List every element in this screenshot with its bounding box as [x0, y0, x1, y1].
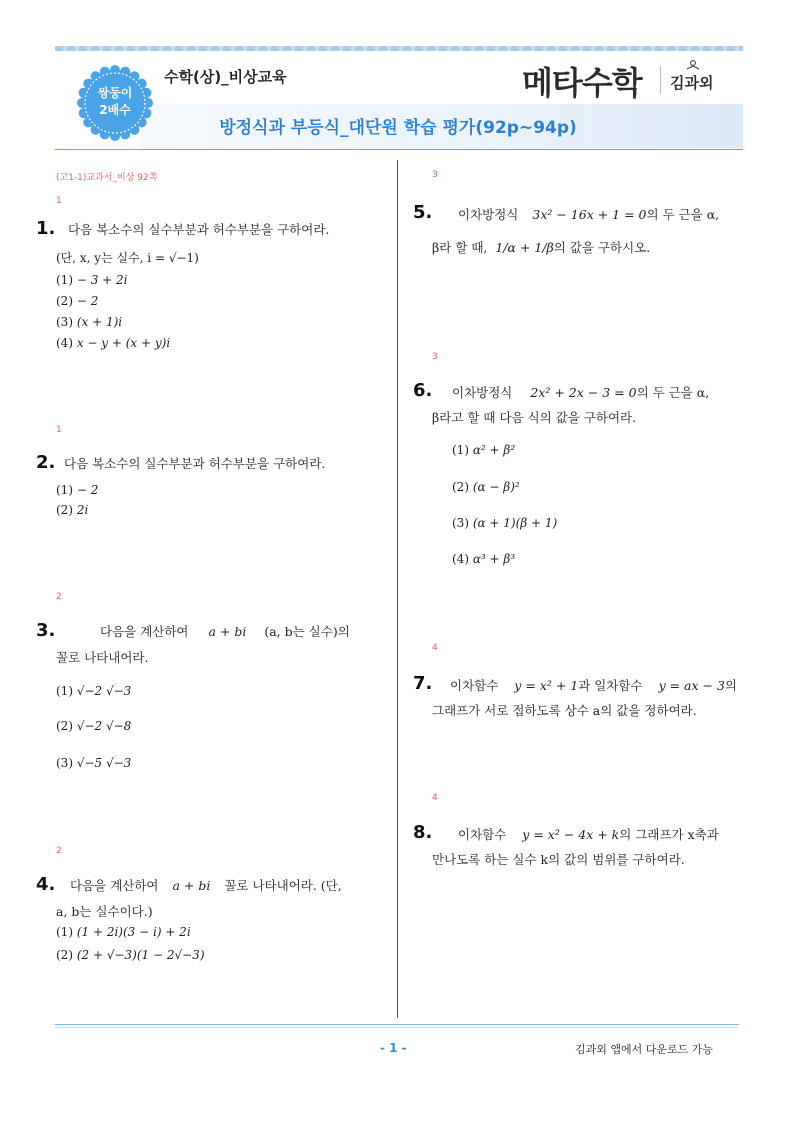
difficulty-level: 3: [432, 352, 438, 362]
sub-item: (1) α² + β²: [452, 443, 516, 457]
sub-item: (2) 2i: [56, 503, 89, 517]
sub-item: (4) x − y + (x + y)i: [56, 336, 171, 350]
question-text: 이차방정식 3x² − 16x + 1 = 0의 두 근을 α,: [458, 207, 720, 222]
badge-scallop: [91, 125, 101, 135]
sub-item: (2) (α − β)²: [452, 480, 520, 494]
footer-line-secondary: [55, 1027, 739, 1028]
brand-sub-logo: 김과외: [670, 74, 714, 92]
question-text: 다음 복소수의 실수부분과 허수부분을 구하여라.: [64, 456, 326, 471]
footer-line: [55, 1024, 739, 1025]
question-number: 8.: [413, 822, 433, 843]
badge-scallop: [129, 71, 139, 81]
question-text-cont: β라 할 때, 1/α + 1/β의 값을 구하시오.: [432, 240, 651, 255]
difficulty-level: 2: [56, 846, 62, 856]
badge-line1: 쌍둥이: [97, 86, 133, 100]
sub-item: (4) α³ + β³: [452, 552, 516, 566]
question-text: 다음을 계산하여 a + bi (a, b는 실수)의: [100, 624, 350, 639]
question-text-cont: 꼴로 나타내어라.: [56, 650, 149, 665]
title-underline: [55, 149, 743, 150]
badge-line2: 2배수: [99, 103, 131, 117]
difficulty-level: 1: [56, 425, 62, 435]
question-number: 7.: [413, 673, 433, 694]
question-text: 다음을 계산하여 a + bi 꼴로 나타내어라. (단,: [70, 878, 342, 893]
top-decorative-bar: [55, 46, 743, 51]
question-number: 5.: [413, 202, 433, 223]
question-text-cont: a, b는 실수이다.): [56, 904, 153, 919]
difficulty-level: 1: [56, 196, 62, 206]
sub-item: (2) − 2: [56, 294, 99, 308]
question-number: 6.: [413, 380, 433, 401]
question-text: 이차함수 y = x² + 1과 일차함수 y = ax − 3의: [450, 678, 737, 693]
difficulty-level: 3: [432, 170, 438, 180]
sub-item: (1) − 2: [56, 483, 99, 497]
question-text-cont: β라고 할 때 다음 식의 값을 구하여라.: [432, 410, 637, 425]
difficulty-level: 4: [432, 643, 438, 653]
question-text-cont: 그래프가 서로 접하도록 상수 a의 값을 정하여라.: [432, 703, 697, 718]
question-note: (단, x, y는 실수, i = √−1): [56, 251, 199, 265]
question-number: 2.: [36, 452, 56, 473]
sub-item: (1) √−2 √−3: [56, 684, 132, 698]
sub-item: (3) (x + 1)i: [56, 315, 123, 329]
column-divider: [397, 160, 398, 1018]
difficulty-level: 4: [432, 793, 438, 803]
sub-item: (3) √−5 √−3: [56, 756, 132, 770]
document-title: 방정식과 부등식_대단원 학습 평가(92p~94p): [219, 118, 577, 138]
sub-item: (1) (1 + 2i)(3 − i) + 2i: [56, 925, 191, 939]
sub-item: (3) (α + 1)(β + 1): [452, 516, 558, 530]
question-text: 다음 복소수의 실수부분과 허수부분을 구하여라.: [68, 222, 330, 237]
question-text: 이차함수 y = x² − 4x + k의 그래프가 x축과: [458, 827, 719, 842]
badge-scallop: [100, 67, 110, 77]
question-number: 1.: [36, 218, 56, 239]
question-number: 4.: [36, 874, 56, 895]
subject-label: 수학(상)_비상교육: [164, 68, 287, 86]
brand-logo: 메타수학: [522, 64, 642, 102]
badge-scallop: [129, 125, 139, 135]
sub-item: (2) √−2 √−8: [56, 719, 132, 733]
sub-item: (1) − 3 + 2i: [56, 273, 128, 287]
source-note: (고1-1)교과서_비상 92쪽: [56, 173, 158, 183]
difficulty-level: 2: [56, 592, 62, 602]
footer-note: 김과외 앱에서 다운로드 가능: [575, 1043, 714, 1056]
brand-divider: [660, 66, 661, 94]
sub-item: (2) (2 + √−3)(1 − 2√−3): [56, 948, 205, 962]
question-text-cont: 만나도록 하는 실수 k의 값의 범위를 구하여라.: [432, 852, 685, 867]
badge-scallop: [120, 67, 130, 77]
question-text: 이차방정식 2x² + 2x − 3 = 0의 두 근을 α,: [452, 385, 710, 400]
badge-scallop: [110, 131, 120, 141]
page-number: - 1 -: [380, 1041, 407, 1055]
question-number: 3.: [36, 620, 56, 641]
